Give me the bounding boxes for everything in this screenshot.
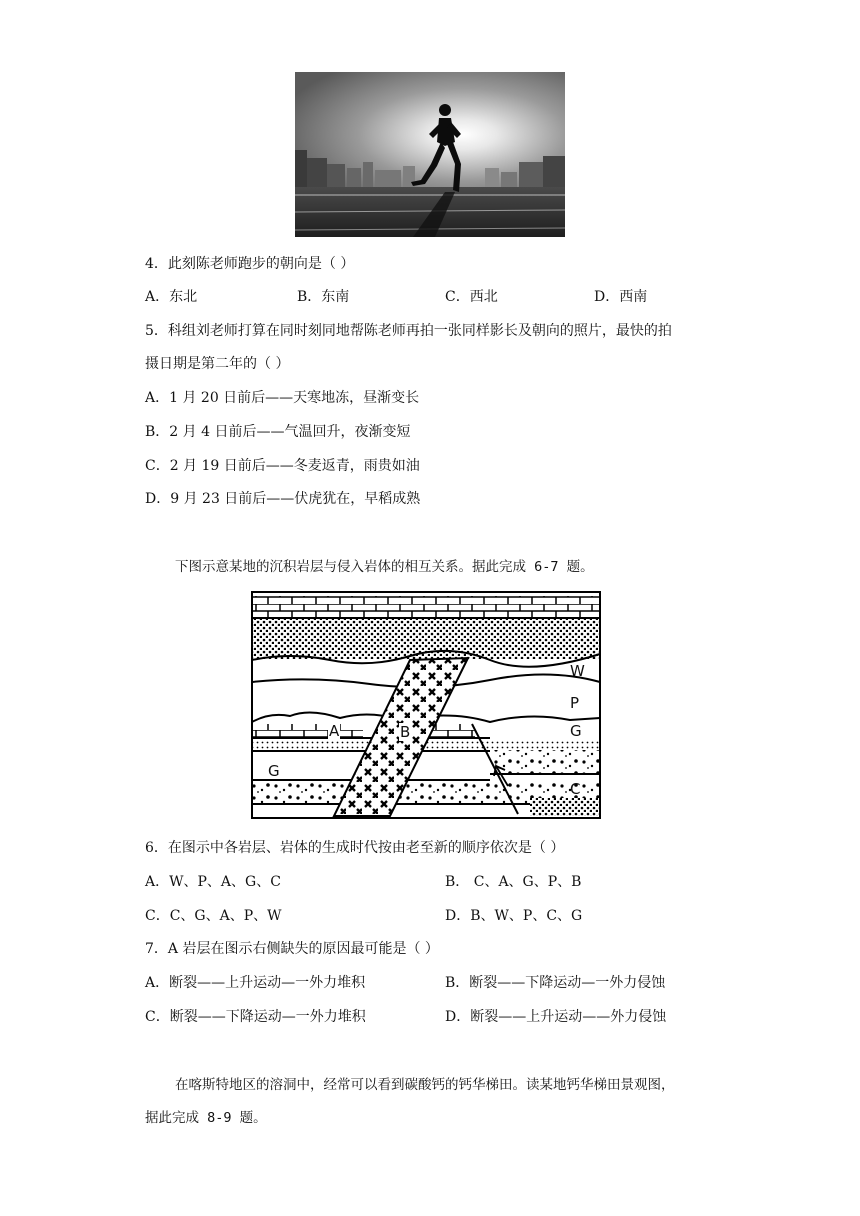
q6-option-d: D．B、W、P、C、G [445,908,583,924]
q4-option-b: B．东南 [297,289,350,305]
diagram-label-c: C [570,780,581,798]
diagram-label-g-left: G [268,762,280,780]
diagram-label-p: P [570,694,580,712]
q5-option-a: A．1 月 20 日前后——天寒地冻，昼渐变长 [145,390,420,406]
runner-photo-graphic [295,72,565,237]
diagram-label-a: A [329,722,340,740]
intro-questions-6-7: 下图示意某地的沉积岩层与侵入岩体的相互关系。据此完成 6-7 题。 [175,559,594,575]
q7-option-b: B．断裂——下降运动—一外力侵蚀 [445,975,666,991]
intro-questions-8-9-line1: 在喀斯特地区的溶洞中，经常可以看到碳酸钙的钙华梯田。读某地钙华梯田景观图， [175,1077,675,1093]
question-6-stem: 6．在图示中各岩层、岩体的生成时代按由老至新的顺序依次是（ ） [145,840,565,856]
q7-option-c: C．断裂——下降运动—一外力堆积 [145,1009,366,1025]
q4-option-c: C．西北 [445,289,498,305]
question-5-stem-line1: 5．科组刘老师打算在同时刻同地帮陈老师再拍一张同样影长及朝向的照片，最快的拍 [145,323,672,339]
q5-option-d: D．9 月 23 日前后——伏虎犹在，早稻成熟 [145,491,421,507]
q4-option-d: D．西南 [594,289,648,305]
question-4-stem: 4．此刻陈老师跑步的朝向是（ ） [145,256,355,272]
diagram-label-g-right: G [570,722,582,740]
q5-option-c: C．2 月 19 日前后——冬麦返青，雨贵如油 [145,458,420,474]
runner-photo [295,72,565,237]
question-5-stem-line2: 摄日期是第二年的（ ） [145,356,290,372]
q6-option-c: C．C、G、A、P、W [145,908,282,924]
q7-option-d: D．断裂——上升运动——外力侵蚀 [445,1009,667,1025]
diagram-label-b: B [400,723,411,741]
intro-questions-8-9-line2: 据此完成 8-9 题。 [145,1110,267,1126]
q6-option-b: B． C、A、G、P、B [445,874,582,890]
q6-option-a: A．W、P、A、G、C [145,874,281,890]
q7-option-a: A．断裂——上升运动—一外力堆积 [145,975,366,991]
question-7-stem: 7．A 岩层在图示右侧缺失的原因最可能是（ ） [145,941,439,957]
diagram-label-w: W [570,662,585,680]
q5-option-b: B．2 月 4 日前后——气温回升，夜渐变短 [145,424,411,440]
geology-diagram-graphic [250,590,602,820]
geology-diagram [250,590,602,820]
q4-option-a: A．东北 [145,289,198,305]
